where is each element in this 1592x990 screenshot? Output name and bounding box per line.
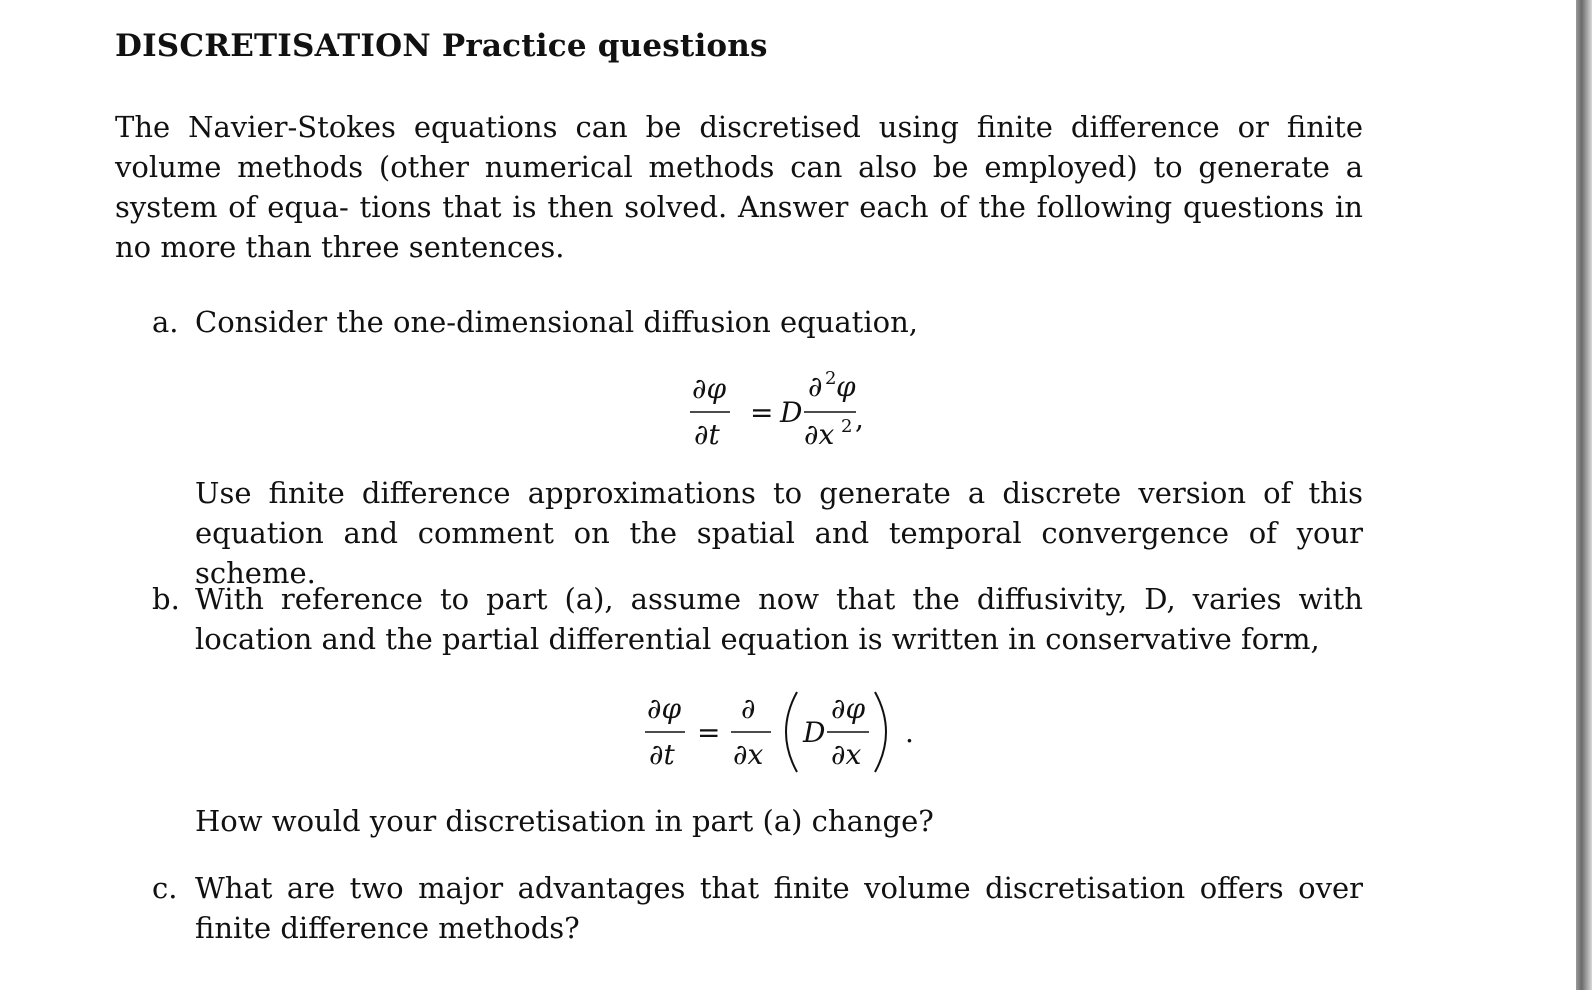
svg-text:2: 2 — [825, 368, 837, 389]
svg-text:∂φ: ∂φ — [831, 692, 866, 725]
svg-text:∂x: ∂x — [804, 418, 835, 451]
svg-text:=: = — [750, 396, 774, 429]
equation-diffusion-graphic — [680, 360, 910, 460]
question-b-text: With reference to part (a), assume now that the diffusivity, D, varies with location and the partial differential equation is written in conservative form, — [195, 582, 1363, 656]
question-b-follow: How would your discretisation in part (a) change? — [195, 804, 934, 838]
svg-text:∂φ: ∂φ — [647, 692, 682, 725]
svg-text:D: D — [803, 716, 826, 749]
svg-text:D: D — [780, 396, 803, 429]
equation-conservative-graphic — [635, 680, 955, 790]
svg-text:=: = — [697, 716, 721, 749]
svg-text:2: 2 — [841, 416, 853, 437]
equation-conservative — [635, 680, 955, 794]
svg-text:∂x: ∂x — [733, 738, 764, 771]
svg-text:.: . — [905, 716, 914, 749]
svg-text:∂x: ∂x — [831, 738, 862, 771]
question-c-marker: c. — [152, 871, 178, 905]
svg-text:∂: ∂ — [741, 692, 756, 725]
question-a-marker: a. — [152, 305, 179, 339]
question-a-follow: Use finite difference approximations to generate a discrete version of this equation and comment on the spatial and temporal convergence of your scheme. — [195, 476, 1363, 590]
question-c-text: What are two major advantages that finite volume discretisation offers over finite difference methods? — [195, 871, 1363, 945]
svg-text:∂φ: ∂φ — [692, 372, 727, 405]
svg-text:,: , — [855, 402, 864, 435]
question-b-marker: b. — [152, 582, 180, 616]
svg-text:∂: ∂ — [808, 370, 823, 403]
svg-text:∂t: ∂t — [649, 738, 675, 771]
question-a-text: Consider the one-dimensional diffusion equation, — [195, 305, 918, 339]
svg-text:φ: φ — [836, 370, 856, 403]
equation-diffusion — [680, 360, 910, 464]
intro-paragraph: The Navier-Stokes equations can be discretised using finite difference or finite volume methods (other numerical methods can also be employed) to generate a system of equa- tions that is then solved. Answer each of the following questions in no more than three sentences. — [115, 110, 1363, 264]
document-edge-shadow — [1576, 0, 1592, 990]
svg-text:∂t: ∂t — [694, 418, 720, 451]
page-title: DISCRETISATION Practice questions — [115, 28, 768, 64]
